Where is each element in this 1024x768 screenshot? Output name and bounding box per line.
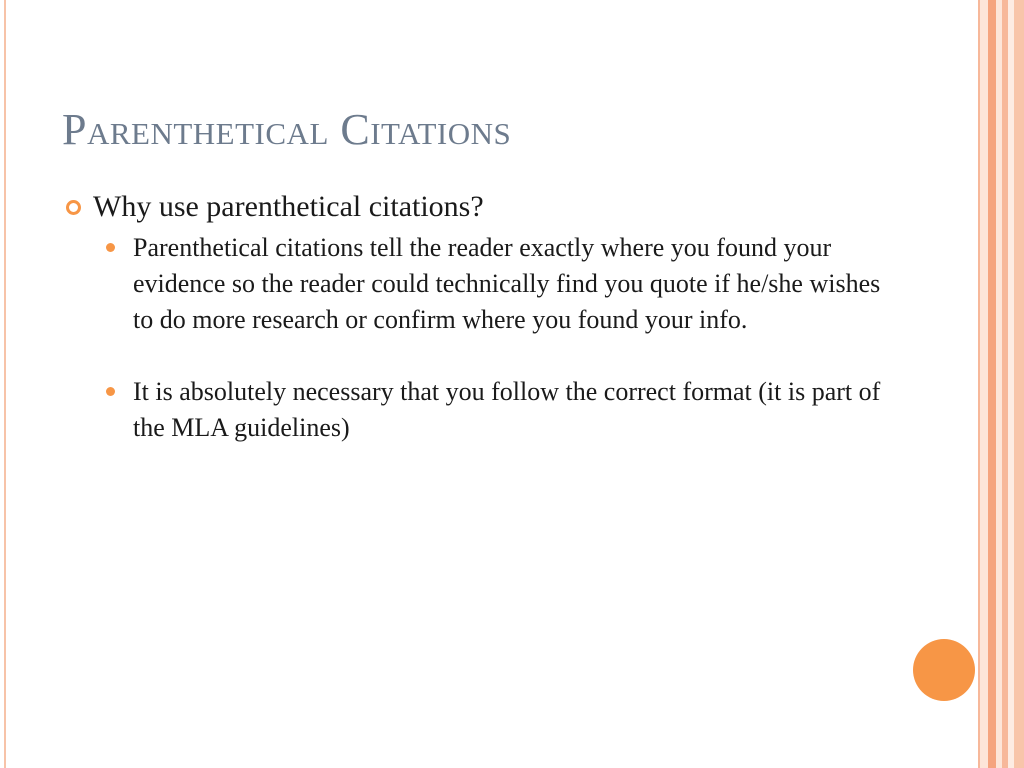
stripe xyxy=(988,0,996,768)
sub-bullet-text: It is absolutely necessary that you follow the correct format (it is part of the MLA guidelines) xyxy=(133,377,881,442)
slide-title: Parenthetical Citations xyxy=(62,105,512,154)
bullet-level1-text: Why use parenthetical citations? xyxy=(93,190,484,223)
sub-bullet-item xyxy=(133,230,883,338)
stripe xyxy=(980,0,988,768)
orange-circle-decoration xyxy=(913,639,975,701)
sub-bullet-text: Parenthetical citations tell the reader exactly where you found your evidence so the reader could technically find you quote if he/she wishes to do more research or confirm where you found your info. xyxy=(133,233,881,334)
sub-bullet-item xyxy=(133,374,883,446)
dot-bullet-icon xyxy=(106,387,115,396)
left-border-line xyxy=(0,0,6,768)
bullet-level1 xyxy=(64,186,884,228)
slide-body xyxy=(64,186,884,446)
stripe xyxy=(1014,0,1024,768)
ring-bullet-icon xyxy=(66,200,81,215)
sub-bullet-list xyxy=(64,230,884,446)
right-decorative-stripes xyxy=(978,0,1024,768)
dot-bullet-icon xyxy=(106,243,115,252)
